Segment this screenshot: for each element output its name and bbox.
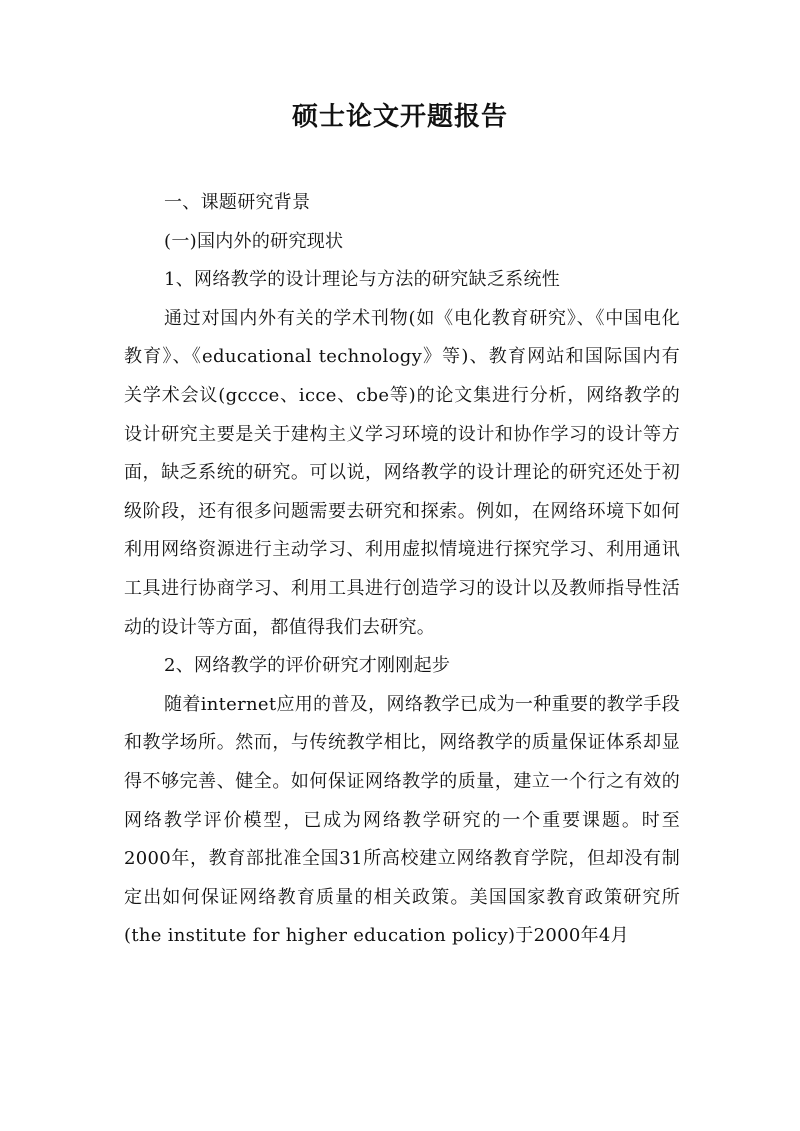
paragraph-design-theory: 通过对国内外有关的学术刊物(如《电化教育研究》、《中国电化教育》、《educational technology》等)、教育网站和国际国内有关学术会议(gccce、icce、cbe等)的论文集进行分析，网络教学的设计研究主要是关于建构主义学习环境的设计和协作学习的设计等方面，缺乏系统的研究。可以说，网络教学的设计理论的研究还处于初级阶段，还有很多问题需要去研究和探索。例如，在网络环境下如何利用网络资源进行主动学习、利用虚拟情境进行探究学习、利用通讯工具进行协商学习、利用工具进行创造学习的设计以及教师指导性活动的设计等方面，都值得我们去研究。 — [124, 307, 680, 638]
document-body — [124, 184, 680, 956]
paragraph-evaluation-research: 随着internet应用的普及，网络教学已成为一种重要的教学手段和教学场所。然而，与传统教学相比，网络教学的质量保证体系却显得不够完善、健全。如何保证网络教学的质量，建立一个行之有效的网络教学评价模型，已成为网络教学研究的一个重要课题。时至2000年，教育部批准全国31所高校建立网络教育学院，但却没有制定出如何保证网络教育质量的相关政策。美国国家教育政策研究所(the institute for higher education policy)于2000年4月 — [124, 693, 680, 947]
document-title: 硕士论文开题报告 — [291, 102, 508, 132]
subheading-design-theory: 1、网络教学的设计理论与方法的研究缺乏系统性 — [164, 269, 561, 291]
section-heading-background: 一、课题研究背景 — [164, 192, 311, 213]
subsection-heading-research-status: (一)国内外的研究现状 — [164, 230, 344, 252]
subheading-evaluation-research: 2、网络教学的评价研究才刚刚起步 — [164, 655, 451, 677]
